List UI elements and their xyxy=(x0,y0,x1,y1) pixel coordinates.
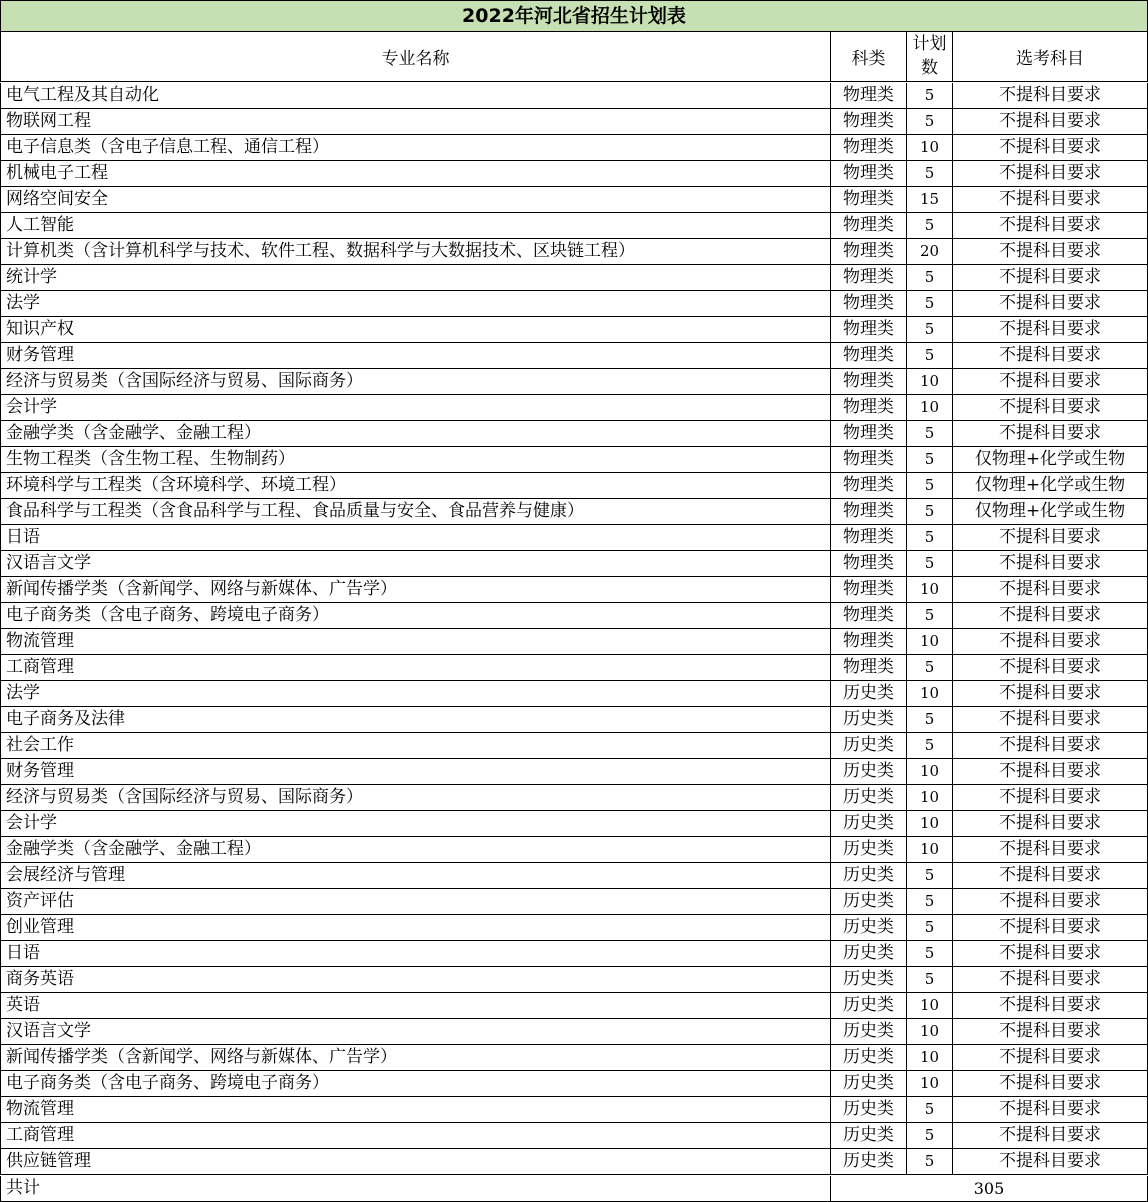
table-row xyxy=(0,1149,1148,1175)
table-row xyxy=(0,629,1148,655)
table-row xyxy=(0,187,1148,213)
major-name-cell: 生物工程类（含生物工程、生物制药） xyxy=(0,447,831,473)
major-name-cell: 经济与贸易类（含国际经济与贸易、国际商务） xyxy=(0,369,831,395)
table-row xyxy=(0,1123,1148,1149)
subject-requirement-cell: 不提科目要求 xyxy=(953,863,1148,889)
subject-requirement-cell: 不提科目要求 xyxy=(953,1071,1148,1097)
category-cell: 历史类 xyxy=(831,837,907,863)
major-name-cell: 经济与贸易类（含国际经济与贸易、国际商务） xyxy=(0,785,831,811)
plan-count-cell: 5 xyxy=(907,161,953,187)
subject-requirement-cell: 不提科目要求 xyxy=(953,369,1148,395)
subject-requirement-cell: 不提科目要求 xyxy=(953,395,1148,421)
major-name-cell: 法学 xyxy=(0,291,831,317)
subject-requirement-cell: 不提科目要求 xyxy=(953,421,1148,447)
major-name-cell: 物联网工程 xyxy=(0,109,831,135)
subject-requirement-cell: 不提科目要求 xyxy=(953,1149,1148,1175)
plan-count-cell: 10 xyxy=(907,629,953,655)
subject-requirement-cell: 仅物理+化学或生物 xyxy=(953,499,1148,525)
plan-count-cell: 5 xyxy=(907,499,953,525)
table-row xyxy=(0,1071,1148,1097)
category-cell: 历史类 xyxy=(831,1097,907,1123)
table-row xyxy=(0,369,1148,395)
table-row xyxy=(0,473,1148,499)
major-name-cell: 供应链管理 xyxy=(0,1149,831,1175)
table-row xyxy=(0,941,1148,967)
subject-requirement-cell: 不提科目要求 xyxy=(953,837,1148,863)
plan-count-cell: 5 xyxy=(907,733,953,759)
subject-requirement-cell: 不提科目要求 xyxy=(953,265,1148,291)
table-row xyxy=(0,239,1148,265)
category-cell: 物理类 xyxy=(831,655,907,681)
plan-count-cell: 10 xyxy=(907,395,953,421)
major-name-cell: 食品科学与工程类（含食品科学与工程、食品质量与安全、食品营养与健康） xyxy=(0,499,831,525)
plan-count-cell: 5 xyxy=(907,317,953,343)
plan-count-cell: 10 xyxy=(907,1045,953,1071)
major-name-cell: 资产评估 xyxy=(0,889,831,915)
category-cell: 历史类 xyxy=(831,889,907,915)
table-row xyxy=(0,421,1148,447)
major-name-cell: 电子商务类（含电子商务、跨境电子商务） xyxy=(0,603,831,629)
subject-requirement-cell: 不提科目要求 xyxy=(953,811,1148,837)
plan-count-cell: 10 xyxy=(907,759,953,785)
category-cell: 历史类 xyxy=(831,941,907,967)
table-row xyxy=(0,213,1148,239)
table-row xyxy=(0,499,1148,525)
major-name-cell: 会计学 xyxy=(0,395,831,421)
table-row xyxy=(0,707,1148,733)
major-name-cell: 人工智能 xyxy=(0,213,831,239)
table-row xyxy=(0,785,1148,811)
major-name-cell: 社会工作 xyxy=(0,733,831,759)
plan-count-cell: 5 xyxy=(907,265,953,291)
table-row xyxy=(0,577,1148,603)
subject-requirement-cell: 不提科目要求 xyxy=(953,577,1148,603)
category-cell: 历史类 xyxy=(831,733,907,759)
category-cell: 物理类 xyxy=(831,83,907,109)
table-row xyxy=(0,291,1148,317)
subject-requirement-cell: 不提科目要求 xyxy=(953,785,1148,811)
table-row xyxy=(0,265,1148,291)
plan-count-cell: 5 xyxy=(907,447,953,473)
table-row xyxy=(0,863,1148,889)
category-cell: 物理类 xyxy=(831,421,907,447)
plan-count-cell: 5 xyxy=(907,343,953,369)
table-row xyxy=(0,811,1148,837)
table-row xyxy=(0,135,1148,161)
table-row xyxy=(0,889,1148,915)
major-name-cell: 电子商务及法律 xyxy=(0,707,831,733)
subject-requirement-cell: 仅物理+化学或生物 xyxy=(953,473,1148,499)
plan-count-cell: 10 xyxy=(907,577,953,603)
table-row xyxy=(0,343,1148,369)
category-cell: 物理类 xyxy=(831,343,907,369)
category-cell: 物理类 xyxy=(831,473,907,499)
table-row xyxy=(0,733,1148,759)
table-row xyxy=(0,447,1148,473)
plan-count-cell: 10 xyxy=(907,135,953,161)
major-name-cell: 工商管理 xyxy=(0,1123,831,1149)
plan-count-cell: 15 xyxy=(907,187,953,213)
header-major-name: 专业名称 xyxy=(0,31,831,82)
subject-requirement-cell: 不提科目要求 xyxy=(953,629,1148,655)
category-cell: 物理类 xyxy=(831,239,907,265)
subject-requirement-cell: 不提科目要求 xyxy=(953,291,1148,317)
subject-requirement-cell: 不提科目要求 xyxy=(953,317,1148,343)
major-name-cell: 工商管理 xyxy=(0,655,831,681)
subject-requirement-cell: 不提科目要求 xyxy=(953,1045,1148,1071)
header-category: 科类 xyxy=(831,31,907,82)
major-name-cell: 金融学类（含金融学、金融工程） xyxy=(0,421,831,447)
total-row xyxy=(0,1176,1148,1202)
category-cell: 物理类 xyxy=(831,369,907,395)
table-row xyxy=(0,681,1148,707)
table-row xyxy=(0,993,1148,1019)
category-cell: 物理类 xyxy=(831,447,907,473)
major-name-cell: 财务管理 xyxy=(0,343,831,369)
table-row xyxy=(0,603,1148,629)
category-cell: 物理类 xyxy=(831,603,907,629)
category-cell: 物理类 xyxy=(831,135,907,161)
major-name-cell: 财务管理 xyxy=(0,759,831,785)
major-name-cell: 计算机类（含计算机科学与技术、软件工程、数据科学与大数据技术、区块链工程） xyxy=(0,239,831,265)
category-cell: 历史类 xyxy=(831,681,907,707)
subject-requirement-cell: 不提科目要求 xyxy=(953,343,1148,369)
category-cell: 历史类 xyxy=(831,863,907,889)
subject-requirement-cell: 不提科目要求 xyxy=(953,213,1148,239)
subject-requirement-cell: 不提科目要求 xyxy=(953,83,1148,109)
subject-requirement-cell: 不提科目要求 xyxy=(953,681,1148,707)
plan-count-cell: 5 xyxy=(907,707,953,733)
table-row xyxy=(0,317,1148,343)
category-cell: 物理类 xyxy=(831,629,907,655)
major-name-cell: 创业管理 xyxy=(0,915,831,941)
subject-requirement-cell: 仅物理+化学或生物 xyxy=(953,447,1148,473)
major-name-cell: 法学 xyxy=(0,681,831,707)
subject-requirement-cell: 不提科目要求 xyxy=(953,135,1148,161)
major-name-cell: 新闻传播学类（含新闻学、网络与新媒体、广告学） xyxy=(0,577,831,603)
table-header xyxy=(0,31,1148,83)
table-row xyxy=(0,1097,1148,1123)
plan-count-cell: 10 xyxy=(907,785,953,811)
plan-count-cell: 5 xyxy=(907,889,953,915)
plan-count-cell: 5 xyxy=(907,83,953,109)
category-cell: 历史类 xyxy=(831,1019,907,1045)
plan-count-cell: 10 xyxy=(907,681,953,707)
subject-requirement-cell: 不提科目要求 xyxy=(953,655,1148,681)
major-name-cell: 日语 xyxy=(0,525,831,551)
major-name-cell: 会计学 xyxy=(0,811,831,837)
plan-count-cell: 5 xyxy=(907,655,953,681)
plan-count-cell: 10 xyxy=(907,993,953,1019)
category-cell: 物理类 xyxy=(831,499,907,525)
major-name-cell: 网络空间安全 xyxy=(0,187,831,213)
major-name-cell: 知识产权 xyxy=(0,317,831,343)
header-plan-count: 计划数 xyxy=(907,31,953,82)
category-cell: 物理类 xyxy=(831,551,907,577)
plan-count-cell: 20 xyxy=(907,239,953,265)
major-name-cell: 物流管理 xyxy=(0,1097,831,1123)
subject-requirement-cell: 不提科目要求 xyxy=(953,603,1148,629)
category-cell: 历史类 xyxy=(831,993,907,1019)
plan-count-cell: 5 xyxy=(907,967,953,993)
plan-count-cell: 5 xyxy=(907,109,953,135)
table-row xyxy=(0,759,1148,785)
category-cell: 历史类 xyxy=(831,1045,907,1071)
plan-count-cell: 10 xyxy=(907,1019,953,1045)
category-cell: 物理类 xyxy=(831,317,907,343)
table-title: 2022年河北省招生计划表 xyxy=(0,0,1148,32)
major-name-cell: 电子信息类（含电子信息工程、通信工程） xyxy=(0,135,831,161)
plan-count-cell: 5 xyxy=(907,915,953,941)
table-row xyxy=(0,395,1148,421)
category-cell: 历史类 xyxy=(831,785,907,811)
major-name-cell: 商务英语 xyxy=(0,967,831,993)
table-row xyxy=(0,1019,1148,1045)
plan-count-cell: 5 xyxy=(907,603,953,629)
major-name-cell: 环境科学与工程类（含环境科学、环境工程） xyxy=(0,473,831,499)
category-cell: 历史类 xyxy=(831,1123,907,1149)
category-cell: 物理类 xyxy=(831,213,907,239)
subject-requirement-cell: 不提科目要求 xyxy=(953,915,1148,941)
subject-requirement-cell: 不提科目要求 xyxy=(953,993,1148,1019)
plan-count-cell: 5 xyxy=(907,863,953,889)
plan-count-cell: 5 xyxy=(907,1123,953,1149)
category-cell: 历史类 xyxy=(831,967,907,993)
major-name-cell: 新闻传播学类（含新闻学、网络与新媒体、广告学） xyxy=(0,1045,831,1071)
major-name-cell: 日语 xyxy=(0,941,831,967)
category-cell: 物理类 xyxy=(831,577,907,603)
category-cell: 历史类 xyxy=(831,915,907,941)
major-name-cell: 会展经济与管理 xyxy=(0,863,831,889)
total-value: 305 xyxy=(831,1176,1148,1202)
category-cell: 历史类 xyxy=(831,1149,907,1175)
category-cell: 物理类 xyxy=(831,187,907,213)
major-name-cell: 汉语言文学 xyxy=(0,1019,831,1045)
subject-requirement-cell: 不提科目要求 xyxy=(953,759,1148,785)
major-name-cell: 汉语言文学 xyxy=(0,551,831,577)
subject-requirement-cell: 不提科目要求 xyxy=(953,1097,1148,1123)
category-cell: 历史类 xyxy=(831,759,907,785)
subject-requirement-cell: 不提科目要求 xyxy=(953,161,1148,187)
table-row xyxy=(0,655,1148,681)
subject-requirement-cell: 不提科目要求 xyxy=(953,889,1148,915)
subject-requirement-cell: 不提科目要求 xyxy=(953,525,1148,551)
plan-count-cell: 10 xyxy=(907,837,953,863)
table-row xyxy=(0,915,1148,941)
subject-requirement-cell: 不提科目要求 xyxy=(953,551,1148,577)
subject-requirement-cell: 不提科目要求 xyxy=(953,707,1148,733)
major-name-cell: 电气工程及其自动化 xyxy=(0,83,831,109)
major-name-cell: 金融学类（含金融学、金融工程） xyxy=(0,837,831,863)
category-cell: 物理类 xyxy=(831,525,907,551)
plan-count-cell: 5 xyxy=(907,291,953,317)
table-row xyxy=(0,525,1148,551)
subject-requirement-cell: 不提科目要求 xyxy=(953,239,1148,265)
category-cell: 物理类 xyxy=(831,109,907,135)
category-cell: 历史类 xyxy=(831,707,907,733)
major-name-cell: 统计学 xyxy=(0,265,831,291)
table-row xyxy=(0,551,1148,577)
plan-count-cell: 5 xyxy=(907,941,953,967)
plan-count-cell: 5 xyxy=(907,213,953,239)
plan-count-cell: 5 xyxy=(907,1097,953,1123)
major-name-cell: 英语 xyxy=(0,993,831,1019)
plan-count-cell: 5 xyxy=(907,421,953,447)
plan-count-cell: 10 xyxy=(907,1071,953,1097)
subject-requirement-cell: 不提科目要求 xyxy=(953,941,1148,967)
category-cell: 物理类 xyxy=(831,395,907,421)
table-row xyxy=(0,109,1148,135)
subject-requirement-cell: 不提科目要求 xyxy=(953,1123,1148,1149)
category-cell: 历史类 xyxy=(831,1071,907,1097)
total-label: 共计 xyxy=(0,1176,831,1202)
category-cell: 物理类 xyxy=(831,291,907,317)
plan-count-cell: 10 xyxy=(907,369,953,395)
major-name-cell: 物流管理 xyxy=(0,629,831,655)
subject-requirement-cell: 不提科目要求 xyxy=(953,967,1148,993)
table-row xyxy=(0,967,1148,993)
subject-requirement-cell: 不提科目要求 xyxy=(953,109,1148,135)
plan-count-cell: 5 xyxy=(907,473,953,499)
table-row xyxy=(0,1045,1148,1071)
table-row xyxy=(0,837,1148,863)
major-name-cell: 机械电子工程 xyxy=(0,161,831,187)
table-row xyxy=(0,161,1148,187)
category-cell: 物理类 xyxy=(831,161,907,187)
header-subject-requirement: 选考科目 xyxy=(953,31,1148,82)
plan-count-cell: 5 xyxy=(907,551,953,577)
plan-count-cell: 10 xyxy=(907,811,953,837)
major-name-cell: 电子商务类（含电子商务、跨境电子商务） xyxy=(0,1071,831,1097)
table-row xyxy=(0,83,1148,109)
plan-count-cell: 5 xyxy=(907,1149,953,1175)
subject-requirement-cell: 不提科目要求 xyxy=(953,733,1148,759)
plan-count-cell: 5 xyxy=(907,525,953,551)
subject-requirement-cell: 不提科目要求 xyxy=(953,1019,1148,1045)
category-cell: 物理类 xyxy=(831,265,907,291)
subject-requirement-cell: 不提科目要求 xyxy=(953,187,1148,213)
category-cell: 历史类 xyxy=(831,811,907,837)
